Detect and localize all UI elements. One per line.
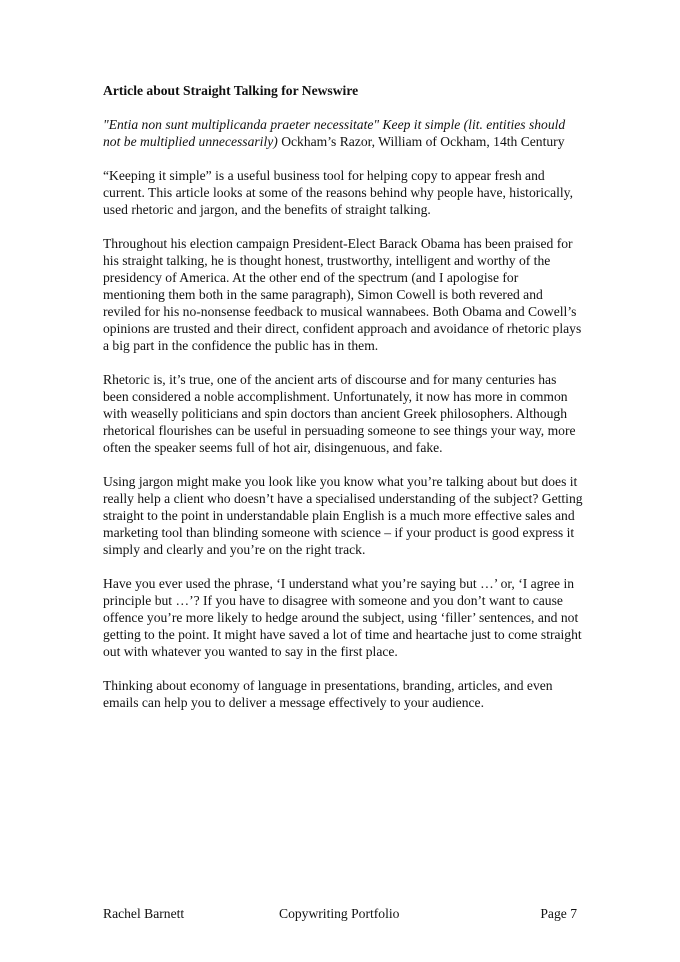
epigraph-attribution: Ockham’s Razor, William of Ockham, 14th Century: [277, 134, 565, 149]
paragraph-rhetoric: Rhetoric is, it’s true, one of the ancient arts of discourse and for many centuries has been considered a noble accomplishment. Unfortunately, it now has more in common with weaselly politicians and spin doctors than ancient Greek philosophers. Although rhetorical flourishes can be useful in persuading someone to see things your way, more often the speaker seems full of hot air, disingenuous, and fake.: [103, 372, 576, 455]
paragraph-conclusion: Thinking about economy of language in presentations, branding, articles, and even emails can help you to deliver a message effectively to your audience.: [103, 678, 553, 710]
footer-page-number: Page 7: [540, 906, 577, 921]
paragraph-filler-phrases: Have you ever used the phrase, ‘I understand what you’re saying but …’ or, ‘I agree in principle but …’? If you have to disagree with someone and you don’t want to cause offence you’re more likely to hedge around the subject, using ‘filler’ sentences, and not getting to the point. It might have saved a lot of time and heartache just to come straight out with whatever you wanted to say in the first place.: [103, 576, 582, 659]
paragraph-intro: “Keeping it simple” is a useful business tool for helping copy to appear fresh and current. This article looks at some of the reasons behind why people have, historically, used rhetoric and jargon, and the benefits of straight talking.: [103, 168, 573, 217]
article-title: Article about Straight Talking for Newswire: [103, 83, 359, 98]
epigraph-quote: "Entia non sunt multiplicanda praeter necessitate" Keep it simple (lit. entities should not be multiplied unnecessarily): [103, 117, 566, 149]
paragraph-jargon: Using jargon might make you look like you know what you’re talking about but does it really help a client who doesn’t have a specialised understanding of the subject? Getting straight to the point in understandable plain English is a much more effective sales and marketing tool than blinding someone with science – if your product is good express it simply and clearly and you’re on the right track.: [103, 474, 583, 557]
paragraph-obama-cowell: Throughout his election campaign President-Elect Barack Obama has been praised for his straight talking, he is thought honest, trustworthy, intelligent and worthy of the presidency of America. At the other end of the spectrum (and I apologise for mentioning them both in the same paragraph), Simon Cowell is both revered and reviled for his no-nonsense feedback to musical wannabees. Both Obama and Cowell’s opinions are trusted and their direct, confident approach and avoidance of rhetoric plays a big part in the confidence the public has in them.: [103, 236, 582, 353]
footer-portfolio: Copywriting Portfolio: [279, 906, 400, 921]
article-body: [103, 82, 583, 728]
footer-author: Rachel Barnett: [103, 906, 185, 921]
epigraph: [103, 116, 583, 150]
page-footer: [103, 905, 577, 923]
